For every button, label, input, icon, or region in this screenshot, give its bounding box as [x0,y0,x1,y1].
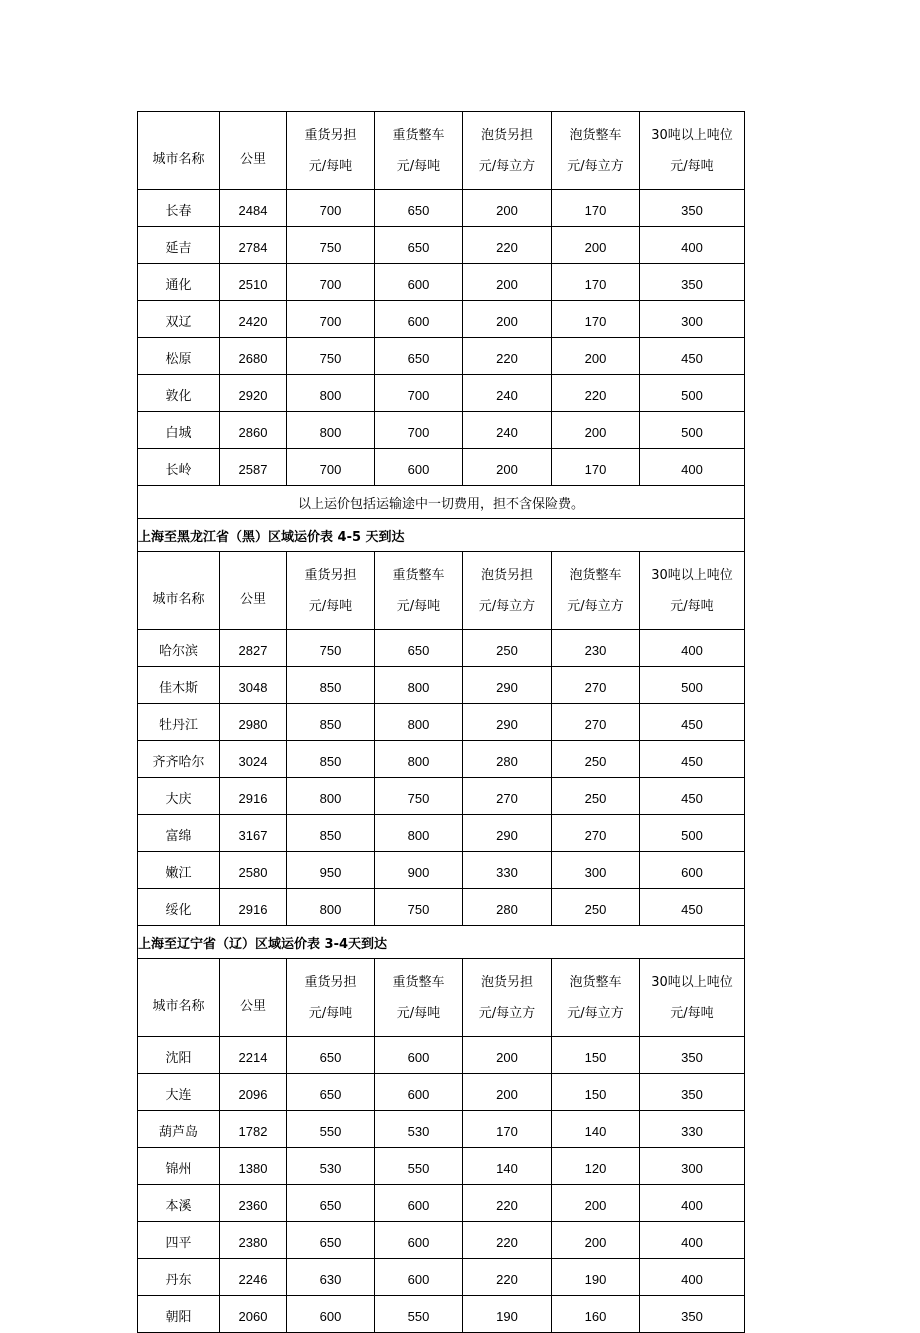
rate-value: 350 [640,190,745,227]
header-km: 公里 [220,112,287,190]
city-name: 延吉 [138,227,220,264]
rate-value: 850 [287,741,375,778]
header-rate-type: 重货整车 [392,567,445,583]
rate-value: 800 [375,667,463,704]
rate-value: 140 [552,1111,640,1148]
rate-value: 290 [463,667,552,704]
header-rate-type: 泡货整车 [569,567,622,583]
header-rate-type: 重货另担 [304,127,357,143]
city-name: 齐齐哈尔 [138,741,220,778]
header-row [138,959,745,1037]
section-title-row [138,926,745,959]
rate-value: 550 [287,1111,375,1148]
rate-value: 900 [375,852,463,889]
rate-value: 200 [463,1074,552,1111]
rate-value: 750 [287,630,375,667]
rate-value: 550 [375,1296,463,1333]
table-row [138,301,745,338]
rate-value: 400 [640,1185,745,1222]
rate-value: 170 [552,449,640,486]
distance-km: 2860 [220,412,287,449]
city-name: 牡丹江 [138,704,220,741]
distance-km: 2680 [220,338,287,375]
distance-km: 2484 [220,190,287,227]
table-row [138,1296,745,1333]
rate-value: 600 [287,1296,375,1333]
section-title: 上海至黑龙江省（黑）区域运价表 4-5 天到达 [138,519,745,552]
rate-value: 650 [375,630,463,667]
rate-value: 500 [640,412,745,449]
rate-value: 220 [463,1259,552,1296]
rate-value: 400 [640,449,745,486]
distance-km: 2214 [220,1037,287,1074]
rate-value: 600 [375,1037,463,1074]
rate-value: 400 [640,630,745,667]
table-row [138,741,745,778]
header-rate-type: 重货整车 [392,974,445,990]
rate-value: 600 [375,1074,463,1111]
rate-value: 200 [463,1037,552,1074]
header-rate-col [287,552,375,630]
rate-value: 450 [640,889,745,926]
header-city: 城市名称 [138,112,220,190]
rate-value: 700 [287,190,375,227]
rate-value: 600 [375,1259,463,1296]
rate-value: 350 [640,1296,745,1333]
rate-value: 250 [463,630,552,667]
rate-value: 500 [640,667,745,704]
rate-value: 600 [640,852,745,889]
header-rate-unit: 元/每立方 [478,598,536,614]
header-rate-col [463,552,552,630]
rate-value: 400 [640,227,745,264]
rate-value: 190 [463,1296,552,1333]
table-row [138,190,745,227]
header-rate-unit: 元/每吨 [396,1005,441,1021]
rate-value: 300 [552,852,640,889]
rate-value: 240 [463,375,552,412]
rate-value: 250 [552,889,640,926]
rate-value: 600 [375,301,463,338]
header-rate-unit: 元/每吨 [670,598,714,614]
rate-value: 700 [375,375,463,412]
header-rate-type: 泡货另担 [480,567,533,583]
header-rate-type: 重货整车 [392,127,445,143]
rate-value: 200 [463,264,552,301]
table-row [138,412,745,449]
header-rate-col [552,552,640,630]
header-rate-col [375,112,463,190]
distance-km: 2096 [220,1074,287,1111]
city-name: 沈阳 [138,1037,220,1074]
rate-value: 850 [287,667,375,704]
rate-value: 200 [463,301,552,338]
header-km: 公里 [220,552,287,630]
table-row [138,1222,745,1259]
rate-value: 650 [287,1074,375,1111]
rate-value: 160 [552,1296,640,1333]
rate-value: 530 [375,1111,463,1148]
city-name: 敦化 [138,375,220,412]
table-row [138,1259,745,1296]
rate-value: 530 [287,1148,375,1185]
rate-value: 280 [463,889,552,926]
header-rate-unit: 元/每吨 [670,158,714,174]
rate-value: 270 [552,704,640,741]
city-name: 朝阳 [138,1296,220,1333]
header-rate-unit: 元/每立方 [478,158,536,174]
header-city: 城市名称 [138,552,220,630]
rate-value: 650 [287,1185,375,1222]
rate-value: 150 [552,1037,640,1074]
rate-value: 270 [552,815,640,852]
section-title: 上海至辽宁省（辽）区域运价表 3-4天到达 [138,926,745,959]
rate-value: 220 [463,1222,552,1259]
header-rate-col [463,112,552,190]
header-row [138,552,745,630]
header-rate-col [640,112,745,190]
rate-value: 300 [640,301,745,338]
rate-value: 350 [640,1074,745,1111]
rate-value: 400 [640,1259,745,1296]
header-km: 公里 [220,959,287,1037]
distance-km: 2246 [220,1259,287,1296]
rate-value: 850 [287,704,375,741]
table-row [138,264,745,301]
rate-value: 140 [463,1148,552,1185]
rate-value: 500 [640,815,745,852]
rate-value: 200 [463,449,552,486]
city-name: 绥化 [138,889,220,926]
rate-value: 630 [287,1259,375,1296]
table-row [138,815,745,852]
rate-value: 750 [287,338,375,375]
rate-value: 290 [463,704,552,741]
header-rate-col [287,959,375,1037]
header-rate-col [287,112,375,190]
rate-value: 700 [287,264,375,301]
rate-value: 950 [287,852,375,889]
city-name: 葫芦岛 [138,1111,220,1148]
rate-value: 500 [640,375,745,412]
header-rate-type: 泡货另担 [480,127,533,143]
rate-value: 200 [552,1185,640,1222]
rate-value: 220 [463,1185,552,1222]
city-name: 白城 [138,412,220,449]
rate-value: 800 [287,412,375,449]
header-rate-col [375,959,463,1037]
header-rate-unit: 元/每吨 [396,158,441,174]
distance-km: 2920 [220,375,287,412]
rate-value: 230 [552,630,640,667]
rate-value: 330 [640,1111,745,1148]
distance-km: 2380 [220,1222,287,1259]
rate-value: 200 [552,412,640,449]
table-row [138,449,745,486]
rate-value: 220 [552,375,640,412]
rate-value: 150 [552,1074,640,1111]
rate-value: 800 [375,815,463,852]
rate-value: 800 [375,704,463,741]
distance-km: 2827 [220,630,287,667]
price-note: 以上运价包括运输途中一切费用，担不含保险费。 [138,486,745,519]
distance-km: 1380 [220,1148,287,1185]
header-rate-type: 30吨以上吨位 [651,567,733,583]
city-name: 松原 [138,338,220,375]
rate-value: 200 [552,1222,640,1259]
distance-km: 2060 [220,1296,287,1333]
city-name: 长春 [138,190,220,227]
header-rate-unit: 元/每立方 [567,598,624,614]
header-rate-unit: 元/每立方 [478,1005,536,1021]
distance-km: 3167 [220,815,287,852]
rate-value: 800 [287,778,375,815]
freight-rate-table [137,111,745,1333]
table-row [138,1037,745,1074]
city-name: 双辽 [138,301,220,338]
rate-value: 650 [287,1037,375,1074]
header-rate-col [552,959,640,1037]
city-name: 大连 [138,1074,220,1111]
rate-value: 850 [287,815,375,852]
distance-km: 2916 [220,778,287,815]
header-rate-col [552,112,640,190]
table-row [138,704,745,741]
header-rate-col [463,959,552,1037]
rate-value: 120 [552,1148,640,1185]
table-row [138,1148,745,1185]
rate-value: 200 [463,190,552,227]
rate-value: 270 [552,667,640,704]
header-rate-unit: 元/每吨 [308,1005,353,1021]
header-rate-unit: 元/每立方 [567,158,624,174]
distance-km: 2360 [220,1185,287,1222]
rate-value: 350 [640,264,745,301]
table-row [138,1185,745,1222]
rate-value: 700 [287,301,375,338]
rate-value: 220 [463,338,552,375]
section-title-row [138,519,745,552]
distance-km: 2510 [220,264,287,301]
rate-value: 250 [552,778,640,815]
rate-value: 650 [375,227,463,264]
rate-value: 450 [640,741,745,778]
table-row [138,778,745,815]
rate-value: 450 [640,338,745,375]
rate-value: 450 [640,704,745,741]
table-row [138,338,745,375]
rate-value: 170 [552,301,640,338]
rate-value: 800 [375,741,463,778]
rate-value: 190 [552,1259,640,1296]
rate-value: 550 [375,1148,463,1185]
rate-value: 300 [640,1148,745,1185]
header-rate-unit: 元/每吨 [670,1005,714,1021]
header-rate-type: 泡货整车 [569,127,622,143]
header-rate-type: 重货另担 [304,974,357,990]
rate-value: 700 [287,449,375,486]
rate-value: 200 [552,338,640,375]
rate-value: 750 [375,889,463,926]
table-row [138,1074,745,1111]
distance-km: 3048 [220,667,287,704]
table-row [138,667,745,704]
table-row [138,630,745,667]
header-rate-col [375,552,463,630]
city-name: 通化 [138,264,220,301]
rate-value: 750 [375,778,463,815]
city-name: 佳木斯 [138,667,220,704]
city-name: 长岭 [138,449,220,486]
header-rate-type: 30吨以上吨位 [651,127,733,143]
distance-km: 2980 [220,704,287,741]
rate-value: 600 [375,264,463,301]
city-name: 大庆 [138,778,220,815]
note-row [138,486,745,519]
table-row [138,227,745,264]
distance-km: 2580 [220,852,287,889]
table-row [138,375,745,412]
city-name: 四平 [138,1222,220,1259]
header-rate-unit: 元/每吨 [308,598,353,614]
header-rate-col [640,959,745,1037]
rate-value: 400 [640,1222,745,1259]
header-rate-type: 泡货整车 [569,974,622,990]
rate-value: 750 [287,227,375,264]
header-city: 城市名称 [138,959,220,1037]
distance-km: 2587 [220,449,287,486]
rate-value: 280 [463,741,552,778]
rate-value: 200 [552,227,640,264]
rate-value: 600 [375,1222,463,1259]
distance-km: 2420 [220,301,287,338]
rate-value: 350 [640,1037,745,1074]
header-rate-unit: 元/每吨 [308,158,353,174]
rate-value: 800 [287,889,375,926]
rate-value: 600 [375,1185,463,1222]
rate-value: 600 [375,449,463,486]
table-row [138,889,745,926]
rate-value: 270 [463,778,552,815]
header-row [138,112,745,190]
rate-value: 650 [375,190,463,227]
city-name: 锦州 [138,1148,220,1185]
header-rate-col [640,552,745,630]
rate-value: 170 [552,264,640,301]
city-name: 本溪 [138,1185,220,1222]
rate-value: 800 [287,375,375,412]
distance-km: 3024 [220,741,287,778]
distance-km: 2916 [220,889,287,926]
rate-value: 700 [375,412,463,449]
rate-value: 290 [463,815,552,852]
rate-value: 650 [375,338,463,375]
header-rate-type: 30吨以上吨位 [651,974,733,990]
distance-km: 1782 [220,1111,287,1148]
distance-km: 2784 [220,227,287,264]
city-name: 哈尔滨 [138,630,220,667]
city-name: 富绵 [138,815,220,852]
rate-value: 650 [287,1222,375,1259]
city-name: 丹东 [138,1259,220,1296]
rate-value: 240 [463,412,552,449]
rate-value: 170 [463,1111,552,1148]
header-rate-unit: 元/每吨 [396,598,441,614]
table-row [138,1111,745,1148]
rate-value: 330 [463,852,552,889]
rate-value: 450 [640,778,745,815]
header-rate-unit: 元/每立方 [567,1005,624,1021]
city-name: 嫩江 [138,852,220,889]
rate-value: 220 [463,227,552,264]
table-row [138,852,745,889]
header-rate-type: 泡货另担 [480,974,533,990]
rate-value: 250 [552,741,640,778]
header-rate-type: 重货另担 [304,567,357,583]
rate-value: 170 [552,190,640,227]
